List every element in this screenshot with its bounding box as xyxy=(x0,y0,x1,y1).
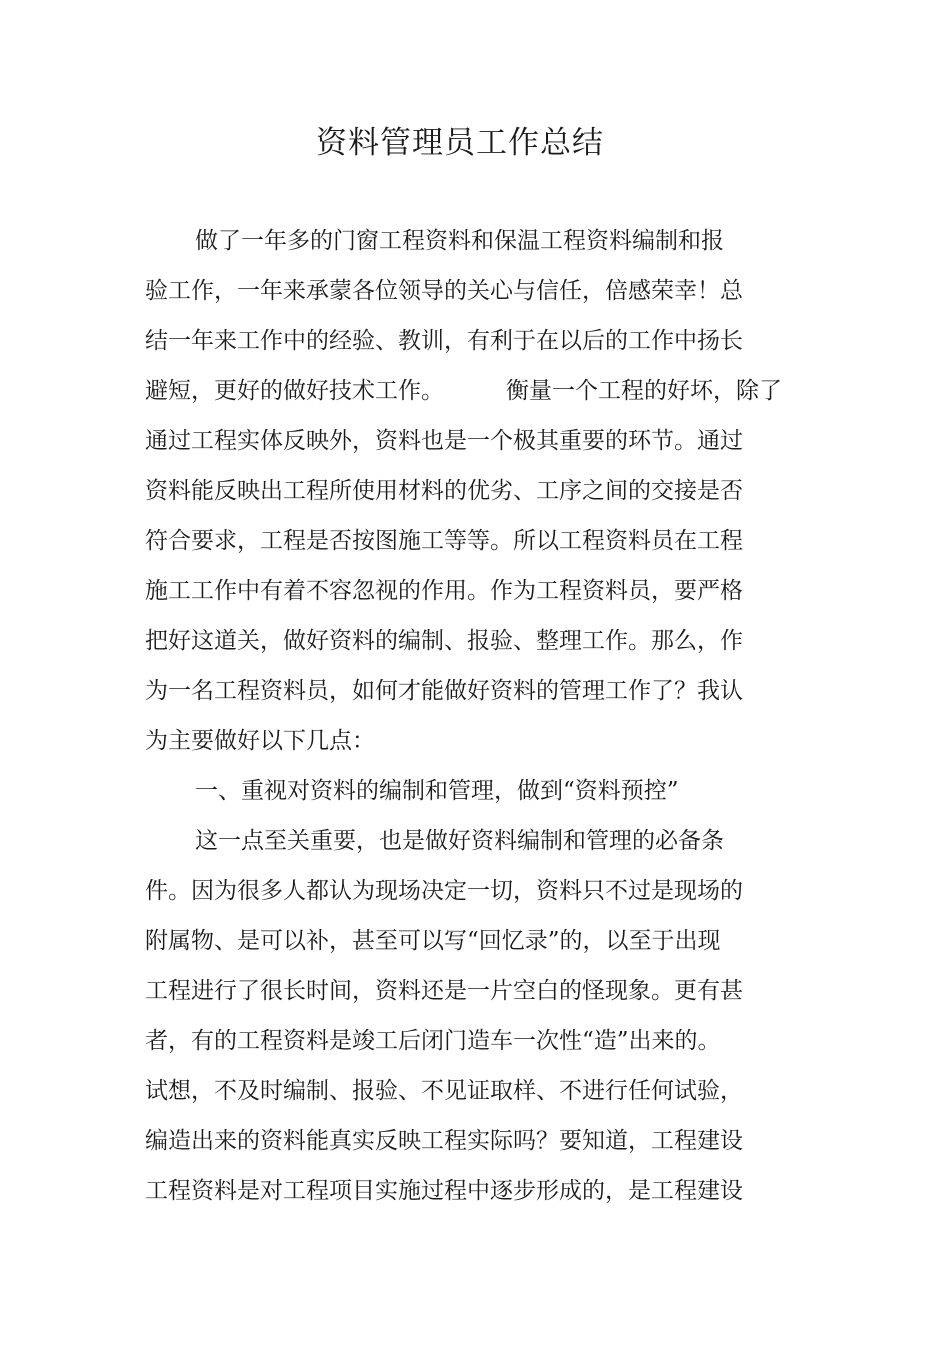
paragraph-line: 这一点至关重要，也是做好资料编制和管理的必备条 xyxy=(195,828,724,854)
paragraph-line: 件。因为很多人都认为现场决定一切，资料只不过是现场的 xyxy=(145,878,743,904)
paragraph-line: 结一年来工作中的经验、教训，有利于在以后的工作中扬长 xyxy=(145,328,743,354)
paragraph-line: 符合要求，工程是否按图施工等等。所以工程资料员在工程 xyxy=(145,528,743,554)
paragraph-line: 试想，不及时编制、报验、不见证取样、不进行任何试验， xyxy=(145,1078,743,1104)
paragraph-line: 编造出来的资料能真实反映工程实际吗？要知道，工程建设 xyxy=(145,1128,743,1154)
paragraph-line-part: 衡量一个工程的好坏，除了 xyxy=(506,378,782,404)
paragraph-line: 为主要做好以下几点： xyxy=(145,728,375,754)
paragraph-line: 资料能反映出工程所使用材料的优劣、工序之间的交接是否 xyxy=(145,478,743,504)
paragraph-line: 为一名工程资料员，如何才能做好资料的管理工作了？我认 xyxy=(145,678,743,704)
paragraph-line: 工程资料是对工程项目实施过程中逐步形成的，是工程建设 xyxy=(145,1178,743,1204)
document-title: 资料管理员工作总结 xyxy=(316,125,604,161)
paragraph-line: 者，有的工程资料是竣工后闭门造车一次性“造”出来的。 xyxy=(145,1028,721,1054)
paragraph-line: 把好这道关，做好资料的编制、报验、整理工作。那么，作 xyxy=(145,628,743,654)
paragraph-line: 附属物、是可以补，甚至可以写“回忆录”的，以至于出现 xyxy=(145,928,721,954)
section-heading: 一、重视对资料的编制和管理，做到“资料预控” xyxy=(195,778,679,804)
paragraph-line: 验工作，一年来承蒙各位领导的关心与信任，倍感荣幸！总 xyxy=(145,278,743,304)
paragraph-line: 通过工程实体反映外，资料也是一个极其重要的环节。通过 xyxy=(145,428,743,454)
paragraph-line: 做了一年多的门窗工程资料和保温工程资料编制和报 xyxy=(195,228,724,254)
paragraph-line: 工程进行了很长时间，资料还是一片空白的怪现象。更有甚 xyxy=(145,978,743,1004)
paragraph-line-part: 避短，更好的做好技术工作。 xyxy=(145,378,444,404)
paragraph-line: 施工工作中有着不容忽视的作用。作为工程资料员，要严格 xyxy=(145,578,743,604)
paragraph-line xyxy=(145,373,782,409)
